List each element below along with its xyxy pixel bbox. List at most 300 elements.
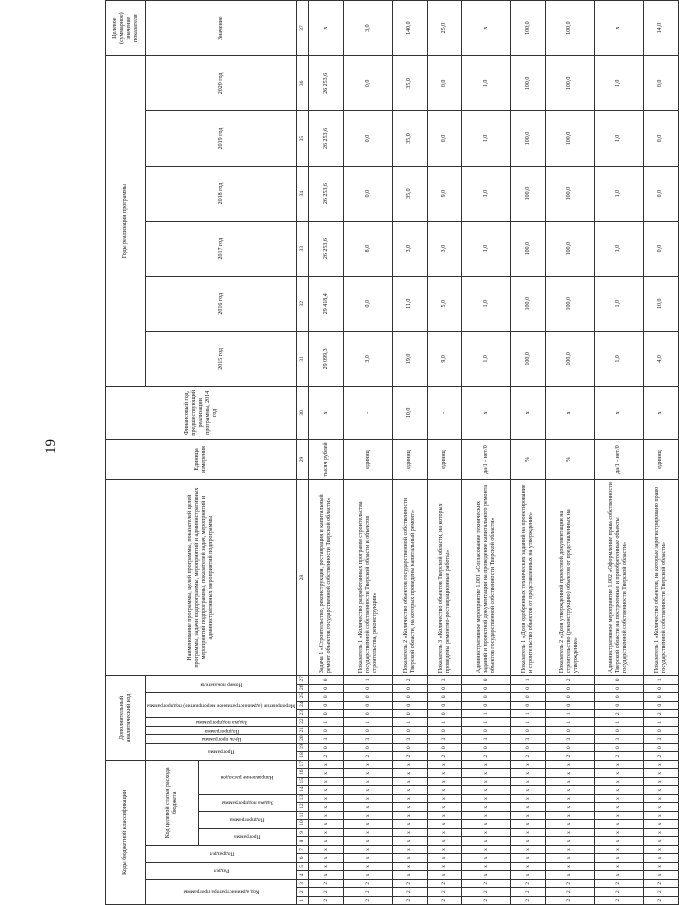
extra-code-digit: 2 <box>643 709 678 717</box>
extra-code-digit: 0 <box>643 743 678 751</box>
extra-code-digit: 2 <box>462 752 511 760</box>
code-digit: x <box>511 777 546 785</box>
extra-code-digit: 2 <box>309 752 344 760</box>
code-digit: x <box>462 845 511 853</box>
code-digit: 2 <box>511 896 546 904</box>
column-number: 21 <box>297 726 309 734</box>
extra-code-digit: 0 <box>427 709 462 717</box>
admin-code-header: Код администратора программы <box>146 879 297 904</box>
code-digit: x <box>643 760 678 769</box>
code-digit: 2 <box>546 888 595 896</box>
cell-v2014: - <box>344 386 393 439</box>
measure-header: Мероприятие (административное мероприятие) подпрограммы <box>146 693 297 718</box>
code-digit: x <box>462 862 511 870</box>
code-digit: x <box>594 837 643 845</box>
prog-goal-header: Цель программы <box>146 735 297 743</box>
code-digit: x <box>427 828 462 836</box>
code-digit: 2 <box>643 896 678 904</box>
code-digit: x <box>309 845 344 853</box>
cell-v2020: 100,0 <box>511 56 546 111</box>
code-digit: x <box>309 803 344 811</box>
code-digit: x <box>643 820 678 828</box>
extra-code-digit: 1 <box>393 718 428 726</box>
code-digit: 2 <box>546 879 595 887</box>
code-digit: x <box>309 811 344 819</box>
cell-unit: единиц <box>393 439 428 479</box>
column-number: 20 <box>297 735 309 743</box>
cell-v2016: 100,0 <box>511 276 546 331</box>
extra-code-digit: 0 <box>594 693 643 701</box>
code-digit: 2 <box>643 879 678 887</box>
cell-target: x <box>594 1 643 56</box>
code-digit: x <box>643 837 678 845</box>
table-row <box>643 1 678 905</box>
cell-name: Показатель 2 «Доля утвержденной проектной документации на строительство (реконструкцию) объектов от представленных на утверждение» <box>546 480 595 676</box>
cell-unit: да/1 - нет/0 <box>594 439 643 479</box>
extra-code-digit: 0 <box>594 701 643 709</box>
extra-code-digit: 3 <box>643 735 678 743</box>
table-row <box>546 1 595 905</box>
extra-code-digit: 0 <box>643 726 678 734</box>
cell-v2020: 1,0 <box>462 56 511 111</box>
extra-code-digit: 2 <box>344 752 393 760</box>
fin-year-header: Финансовый год, предшествующий реализации программы, 2014 год <box>106 386 297 439</box>
code-digit: x <box>393 811 428 819</box>
extra-code-digit: 3 <box>511 735 546 743</box>
extra-code-digit: 0 <box>462 726 511 734</box>
column-number: 1 <box>297 896 309 904</box>
code-digit: x <box>643 828 678 836</box>
extra-code-digit: 2 <box>546 752 595 760</box>
task-header: Задача подпрограммы <box>198 794 296 811</box>
column-number: 23 <box>297 709 309 717</box>
cell-unit: % <box>546 439 595 479</box>
extra-code-digit: 0 <box>344 743 393 751</box>
code-digit: x <box>462 871 511 879</box>
subprogram-header: Подпрограмма <box>198 811 296 828</box>
extra-code-digit: 0 <box>427 693 462 701</box>
extra-code-digit: 1 <box>309 718 344 726</box>
code-digit: 2 <box>594 888 643 896</box>
code-digit: x <box>427 862 462 870</box>
extra-code-digit: 0 <box>546 684 595 692</box>
expense-dir-header: Направление расходов <box>198 760 296 794</box>
cell-v2016: 1,0 <box>594 276 643 331</box>
extra-code-digit: 0 <box>427 701 462 709</box>
extra-code-digit: 3 <box>427 735 462 743</box>
code-digit: x <box>344 803 393 811</box>
target-header: Целевое (суммарное) значение показателя <box>106 1 146 56</box>
cell-v2017: 8,0 <box>344 221 393 276</box>
code-digit: x <box>594 803 643 811</box>
cell-v2016: 29 418,4 <box>309 276 344 331</box>
column-number: 34 <box>297 166 309 221</box>
cell-v2015: 3,0 <box>344 331 393 386</box>
column-number: 10 <box>297 820 309 828</box>
code-digit: x <box>344 854 393 862</box>
page-number: 19 <box>43 439 59 454</box>
code-digit: 2 <box>309 888 344 896</box>
extra-code-digit: 0 <box>462 701 511 709</box>
cell-v2014: x <box>594 386 643 439</box>
code-digit: x <box>309 862 344 870</box>
extra-code-digit: 0 <box>344 684 393 692</box>
code-digit: x <box>344 820 393 828</box>
extra-code-digit: 0 <box>546 726 595 734</box>
cell-v2017: 26 253,6 <box>309 221 344 276</box>
code-digit: x <box>462 828 511 836</box>
column-number: 2 <box>297 888 309 896</box>
table-row <box>594 1 643 905</box>
code-digit: 2 <box>462 896 511 904</box>
cell-v2019: 100,0 <box>511 111 546 166</box>
column-number: 28 <box>297 480 309 676</box>
code-digit: x <box>546 854 595 862</box>
extra-code-digit: 0 <box>427 684 462 692</box>
cell-v2018: 9,0 <box>427 166 462 221</box>
cell-v2015: 4,0 <box>643 331 678 386</box>
code-digit: 2 <box>594 879 643 887</box>
cell-v2016: 10,0 <box>643 276 678 331</box>
cell-v2020: 26 253,6 <box>309 56 344 111</box>
cell-v2018: 1,0 <box>462 166 511 221</box>
cell-name: Показатель 3 «Количество объектов Тверской области, на которых проведены ремонтно-реставрационные работы» <box>427 480 462 676</box>
program-header: Программа <box>198 828 296 845</box>
extra-code-digit: 3 <box>393 735 428 743</box>
cell-v2020: 35,0 <box>393 56 428 111</box>
cell-v2017: 3,0 <box>427 221 462 276</box>
code-digit: x <box>594 871 643 879</box>
extra-code-digit: 0 <box>427 743 462 751</box>
column-number: 7 <box>297 845 309 853</box>
unit-header: Единица измерения <box>106 439 297 479</box>
extra-code-digit: 2 <box>594 709 643 717</box>
code-digit: x <box>309 837 344 845</box>
cell-v2017: 1,0 <box>462 221 511 276</box>
code-digit: 2 <box>393 896 428 904</box>
code-digit: x <box>462 854 511 862</box>
extra-code-digit: 0 <box>344 726 393 734</box>
code-digit: 2 <box>462 879 511 887</box>
code-digit: x <box>511 803 546 811</box>
code-digit: x <box>344 777 393 785</box>
code-digit: x <box>594 845 643 853</box>
code-digit: 2 <box>344 879 393 887</box>
cell-name: Показатель 1 «Количество разработанных программ строительства государственной собственности Тверской области и объектов строительства, реконструкции» <box>344 480 393 676</box>
column-number: 22 <box>297 718 309 726</box>
extra-code-digit: 1 <box>594 718 643 726</box>
extra-code-digit: 1 <box>344 676 393 684</box>
cell-v2015: 9,0 <box>427 331 462 386</box>
code-digit: x <box>393 794 428 802</box>
code-digit: x <box>511 760 546 769</box>
cell-v2016: 11,0 <box>393 276 428 331</box>
column-number: 18 <box>297 752 309 760</box>
cell-v2014: x <box>546 386 595 439</box>
code-digit: x <box>511 871 546 879</box>
code-digit: x <box>643 777 678 785</box>
cell-v2018: 0,0 <box>344 166 393 221</box>
code-digit: x <box>393 777 428 785</box>
cell-v2018: 35,0 <box>393 166 428 221</box>
extra-code-digit: 0 <box>643 693 678 701</box>
code-digit: x <box>309 871 344 879</box>
extra-code-digit: 0 <box>309 701 344 709</box>
extra-code-digit: 0 <box>309 693 344 701</box>
extra-code-digit: 0 <box>344 693 393 701</box>
code-digit: x <box>427 769 462 777</box>
code-digit: x <box>344 828 393 836</box>
code-digit: x <box>511 862 546 870</box>
extra-code-title: Дополнительный аналитический код <box>106 676 146 761</box>
extra-code-digit: 0 <box>309 709 344 717</box>
code-digit: x <box>511 811 546 819</box>
cell-v2019: 1,0 <box>462 111 511 166</box>
code-digit: x <box>594 862 643 870</box>
code-digit: x <box>643 786 678 794</box>
extra-code-digit: 0 <box>462 676 511 684</box>
extra-code-digit: 0 <box>594 684 643 692</box>
cell-v2014: x <box>511 386 546 439</box>
code-digit: x <box>309 820 344 828</box>
code-digit: x <box>546 845 595 853</box>
table-row <box>427 1 462 905</box>
extra-code-digit: 1 <box>546 718 595 726</box>
years-title: Годы реализации программы <box>106 56 146 387</box>
code-digit: x <box>393 803 428 811</box>
extra-code-digit: 0 <box>462 743 511 751</box>
extra-code-digit: 0 <box>546 693 595 701</box>
cell-name: Показатель 1 «Доля одобренных технических заданий на проектирование и строительство объектов от представленных на утверждение» <box>511 480 546 676</box>
code-digit: x <box>427 786 462 794</box>
cell-v2015: 1,0 <box>594 331 643 386</box>
extra-code-digit: 3 <box>546 735 595 743</box>
cell-name: Административное мероприятие 1.002 «Оформление права собственности Тверской области на построенные и приобретенные объекты государственной собственности Тверской области» <box>594 480 643 676</box>
extra-code-digit: 0 <box>393 684 428 692</box>
column-number: 33 <box>297 221 309 276</box>
y2020-header: 2020 год <box>146 56 297 111</box>
column-number: 27 <box>297 676 309 684</box>
extra-code-digit: 2 <box>511 752 546 760</box>
cs-code-header: Код целевой статьи расхода бюджета <box>146 760 199 845</box>
code-digit: x <box>594 828 643 836</box>
code-digit: x <box>594 820 643 828</box>
code-digit: x <box>427 811 462 819</box>
code-digit: x <box>546 786 595 794</box>
extra-code-digit: 2 <box>643 752 678 760</box>
extra-code-digit: 0 <box>511 743 546 751</box>
cell-v2015: 19,0 <box>393 331 428 386</box>
cell-v2017: 100,0 <box>546 221 595 276</box>
code-digit: x <box>344 845 393 853</box>
code-digit: x <box>309 854 344 862</box>
code-digit: x <box>309 777 344 785</box>
code-digit: x <box>643 811 678 819</box>
column-number: 31 <box>297 331 309 386</box>
cell-unit: да/1 - нет/0 <box>462 439 511 479</box>
column-numbers-row <box>297 1 309 905</box>
cell-v2015: 29 099,3 <box>309 331 344 386</box>
code-digit: x <box>546 794 595 802</box>
cell-v2019: 0,0 <box>427 111 462 166</box>
extra-code-digit: 3 <box>309 735 344 743</box>
code-digit: x <box>344 760 393 769</box>
code-digit: 2 <box>462 888 511 896</box>
extra-code-digit: 0 <box>511 693 546 701</box>
extra-code-digit: 1 <box>643 676 678 684</box>
code-digit: x <box>393 828 428 836</box>
code-digit: x <box>427 871 462 879</box>
cell-v2014: x <box>309 386 344 439</box>
column-number: 36 <box>297 56 309 111</box>
extra-code-digit: 2 <box>393 752 428 760</box>
code-digit: 2 <box>546 896 595 904</box>
code-digit: x <box>427 760 462 769</box>
code-digit: x <box>594 794 643 802</box>
column-number: 32 <box>297 276 309 331</box>
column-number: 30 <box>297 386 309 439</box>
code-digit: x <box>546 871 595 879</box>
code-digit: x <box>462 811 511 819</box>
cell-target: x <box>309 1 344 56</box>
column-number: 14 <box>297 786 309 794</box>
table-row <box>309 1 344 905</box>
extra-code-digit: 1 <box>427 718 462 726</box>
cell-unit: единиц <box>643 439 678 479</box>
code-digit: 2 <box>344 888 393 896</box>
code-digit: x <box>511 854 546 862</box>
table-row <box>344 1 393 905</box>
extra-code-digit: 0 <box>462 684 511 692</box>
cell-target: 140,0 <box>393 1 428 56</box>
cell-v2016: 100,0 <box>546 276 595 331</box>
cell-v2014: 10,0 <box>393 386 428 439</box>
extra-code-digit: 0 <box>344 709 393 717</box>
code-digit: 2 <box>427 896 462 904</box>
extra-code-digit: 2 <box>594 752 643 760</box>
code-digit: x <box>511 820 546 828</box>
code-digit: x <box>344 786 393 794</box>
cell-name: Задача 1 «Строительство, реконструкция, реставрация и капитальный ремонт объектов государственной собственности Тверской области» <box>309 480 344 676</box>
extra-code-digit: 0 <box>511 684 546 692</box>
subprog-a-header: Подпрограмма <box>146 726 297 734</box>
extra-code-digit: 0 <box>309 726 344 734</box>
extra-code-digit: 3 <box>344 735 393 743</box>
cell-v2015: 1,0 <box>462 331 511 386</box>
extra-code-digit: 2 <box>393 676 428 684</box>
code-digit: x <box>393 854 428 862</box>
program-table <box>105 0 679 905</box>
code-digit: x <box>462 786 511 794</box>
code-digit: x <box>393 862 428 870</box>
value-header: Значение <box>146 1 297 56</box>
cell-v2015: 100,0 <box>546 331 595 386</box>
cell-v2018: 100,0 <box>546 166 595 221</box>
code-digit: x <box>594 777 643 785</box>
extra-code-digit: 3 <box>594 735 643 743</box>
extra-code-digit: 0 <box>643 701 678 709</box>
cell-v2017: 100,0 <box>511 221 546 276</box>
code-digit: x <box>594 760 643 769</box>
column-number: 29 <box>297 439 309 479</box>
code-digit: x <box>546 811 595 819</box>
code-digit: x <box>344 794 393 802</box>
code-digit: x <box>393 871 428 879</box>
cell-v2017: 3,0 <box>393 221 428 276</box>
cell-v2018: 100,0 <box>511 166 546 221</box>
extra-code-digit: 0 <box>462 693 511 701</box>
cell-v2017: 1,0 <box>594 221 643 276</box>
cell-v2019: 100,0 <box>546 111 595 166</box>
y2017-header: 2017 год <box>146 221 297 276</box>
code-digit: x <box>511 837 546 845</box>
extra-code-digit: 2 <box>546 676 595 684</box>
cell-v2018: 1,0 <box>594 166 643 221</box>
code-digit: x <box>309 769 344 777</box>
code-digit: x <box>344 811 393 819</box>
extra-code-digit: 1 <box>511 676 546 684</box>
extra-code-digit: 0 <box>594 743 643 751</box>
code-digit: x <box>427 820 462 828</box>
code-digit: x <box>427 837 462 845</box>
code-digit: x <box>643 794 678 802</box>
column-number: 11 <box>297 811 309 819</box>
cell-target: 3,0 <box>344 1 393 56</box>
code-digit: x <box>546 777 595 785</box>
table-row <box>393 1 428 905</box>
code-digit: 2 <box>393 888 428 896</box>
cell-v2019: 35,0 <box>393 111 428 166</box>
extra-code-digit: 1 <box>511 709 546 717</box>
program-table-sheet <box>105 0 667 905</box>
code-digit: 2 <box>309 879 344 887</box>
code-digit: 2 <box>393 879 428 887</box>
y2016-header: 2016 год <box>146 276 297 331</box>
cell-target: 25,0 <box>427 1 462 56</box>
code-digit: x <box>393 760 428 769</box>
code-digit: x <box>594 854 643 862</box>
y2015-header: 2015 год <box>146 331 297 386</box>
code-digit: x <box>462 760 511 769</box>
cell-target: 14,0 <box>643 1 678 56</box>
code-digit: x <box>462 794 511 802</box>
code-digit: x <box>511 786 546 794</box>
extra-code-digit: 0 <box>511 701 546 709</box>
cell-v2014: x <box>462 386 511 439</box>
cell-unit: единиц <box>344 439 393 479</box>
code-digit: 2 <box>427 879 462 887</box>
code-digit: x <box>462 820 511 828</box>
code-digit: x <box>511 845 546 853</box>
column-number: 15 <box>297 777 309 785</box>
cell-v2020: 0,0 <box>344 56 393 111</box>
codes-title: Коды бюджетной классификации <box>106 760 146 904</box>
column-number: 25 <box>297 693 309 701</box>
code-digit: x <box>427 803 462 811</box>
cell-v2019: 1,0 <box>594 111 643 166</box>
extra-code-digit: 0 <box>546 701 595 709</box>
code-digit: x <box>643 854 678 862</box>
cell-v2019: 0,0 <box>344 111 393 166</box>
column-number: 37 <box>297 1 309 56</box>
column-number: 9 <box>297 828 309 836</box>
code-digit: x <box>462 837 511 845</box>
extra-code-digit: 0 <box>427 726 462 734</box>
extra-code-digit: 0 <box>393 709 428 717</box>
cell-name: Административное мероприятие 1.001 «Согласование технических заданий и проектной документации на проведение капитального ремонта объектов государственной собственности Тверской области» <box>462 480 511 676</box>
cell-v2020: 100,0 <box>546 56 595 111</box>
code-digit: 2 <box>594 896 643 904</box>
